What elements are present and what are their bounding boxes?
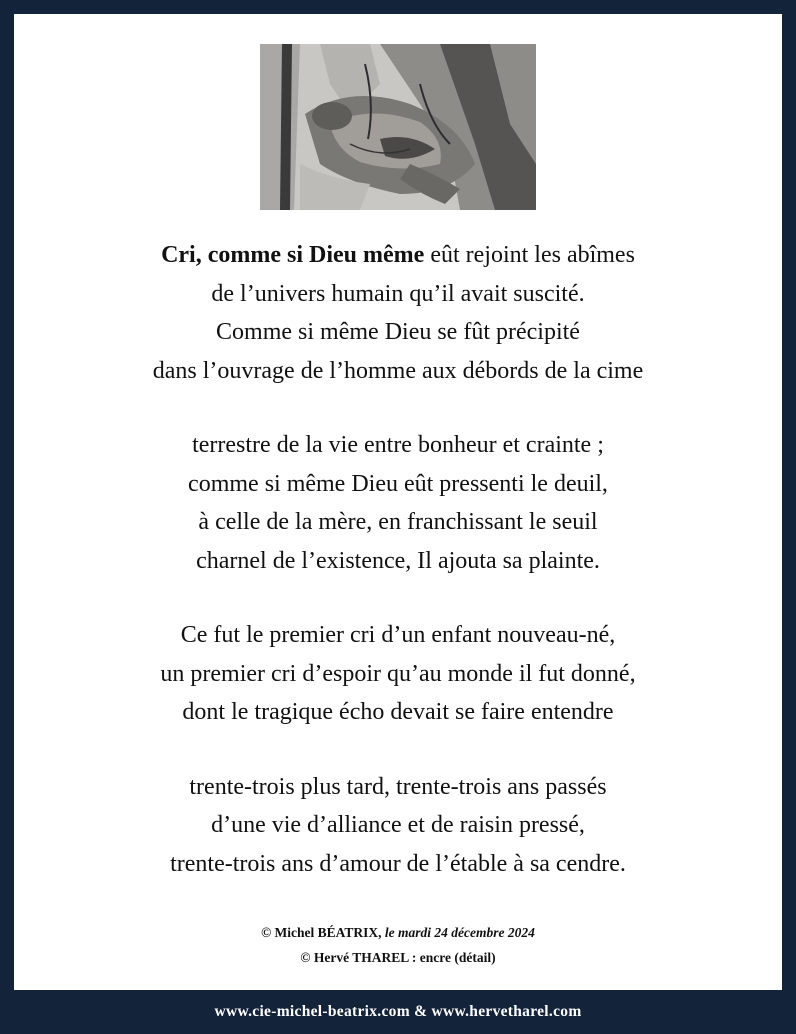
- poem-line: Comme si même Dieu se fût précipité: [216, 319, 580, 345]
- stanza-4: [14, 768, 782, 884]
- poem-line: trente-trois ans d’amour de l’étable à sa cendre.: [170, 850, 626, 877]
- poem-line: terrestre de la vie entre bonheur et crainte ;: [192, 432, 604, 458]
- poem-line-rest: eût rejoint les abîmes: [424, 242, 635, 268]
- poem-text: [14, 236, 782, 919]
- credits: [14, 920, 782, 970]
- poem-line: charnel de l’existence, Il ajouta sa plainte.: [196, 547, 600, 574]
- poem-line: dont le tragique écho devait se faire entendre: [182, 699, 614, 725]
- poem-line-bold: Cri, comme si Dieu même: [161, 242, 425, 268]
- artist-credit: © Hervé THAREL : encre (détail): [300, 950, 496, 965]
- poem-date: le mardi 24 décembre 2024: [384, 925, 535, 940]
- footer-links[interactable]: www.cie-michel-beatrix.com & www.hervetharel.com: [214, 1003, 582, 1020]
- poem-line: de l’univers humain qu’il avait suscité.: [211, 280, 585, 307]
- poem-line: d’une vie d’alliance et de raisin pressé,: [211, 812, 585, 838]
- author-credit: [14, 920, 782, 945]
- stanza-1: [14, 236, 782, 390]
- poem-line: comme si même Dieu eût pressenti le deuil,: [188, 470, 608, 497]
- poem-line: Ce fut le premier cri d’un enfant nouveau-né,: [180, 622, 616, 648]
- poem-line: trente-trois plus tard, trente-trois ans passés: [189, 773, 607, 800]
- poem-line: à celle de la mère, en franchissant le seuil: [198, 509, 598, 535]
- stanza-2: [14, 426, 782, 580]
- poem-line: dans l’ouvrage de l’homme aux débords de la cime: [152, 357, 644, 384]
- poem-line: un premier cri d’espoir qu’au monde il fut donné,: [160, 660, 636, 687]
- poem-line: [14, 236, 782, 275]
- poem-page: [14, 14, 782, 990]
- ink-drawing-image: [260, 44, 536, 210]
- stanza-3: [14, 616, 782, 732]
- author-name: © Michel BÉATRIX,: [261, 925, 385, 940]
